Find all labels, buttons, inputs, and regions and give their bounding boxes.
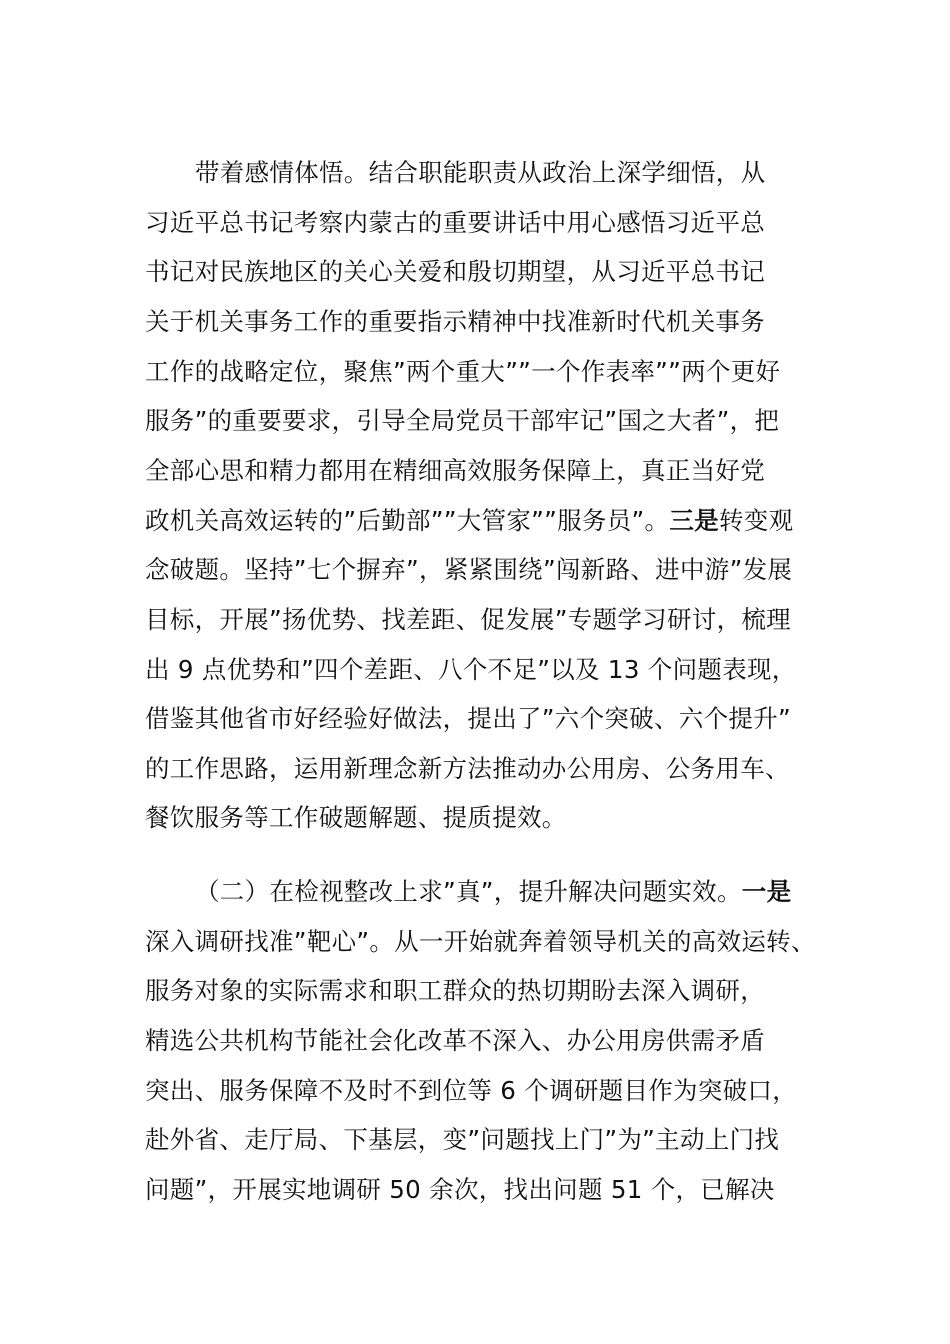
text-line: 带着感情体悟。结合职能职责从政治上深学细悟，从 — [195, 158, 766, 187]
bold-marker-three: 三是 — [669, 506, 719, 535]
text-segment: 转变观 — [718, 506, 794, 535]
text-line: 服务对象的实际需求和职工群众的热切期盼去深入调研， — [145, 976, 765, 1005]
text-line: 赴外省、走厅局、下基层，变”问题找上门”为”主动上门找 — [145, 1125, 780, 1154]
text-line: 的工作思路，运用新理念新方法推动办公用房、公务用车、 — [145, 754, 790, 783]
text-line: 精选公共机构节能社会化改革不深入、办公用房供需矛盾 — [145, 1026, 765, 1055]
text-line: 问题”，开展实地调研 50 余次，找出问题 51 个，已解决 — [145, 1175, 775, 1204]
text-line: 出 9 点优势和”四个差距、八个不足”以及 13 个问题表现， — [145, 655, 797, 684]
text-line: 书记对民族地区的关心关爱和殷切期望，从习近平总书记 — [145, 257, 765, 286]
text-line: 服务”的重要要求，引导全局党员干部牢记”国之大者”，把 — [145, 406, 780, 435]
bold-marker-one: 一是 — [741, 877, 792, 906]
text-segment: 政机关高效运转的”后勤部””大管家””服务员”。 — [145, 506, 670, 535]
text-line: 关于机关事务工作的重要指示精神中找准新时代机关事务 — [145, 307, 765, 336]
text-line: 念破题。坚持”七个摒弃”，紧紧围绕”闯新路、进中游”发展 — [145, 555, 793, 584]
text-line: 目标，开展”扬优势、找差距、促发展”专题学习研讨，梳理 — [145, 605, 791, 634]
text-line: 突出、服务保障不及时不到位等 6 个调研题目作为突破口， — [145, 1076, 798, 1105]
text-line: 全部心思和精力都用在精细高效服务保障上，真正当好党 — [145, 456, 765, 485]
text-line: 餐饮服务等工作破题解题、提质提效。 — [145, 803, 567, 832]
text-line: 工作的战略定位，聚焦”两个重大””一个作表率””两个更好 — [145, 357, 781, 386]
section-heading: （二）在检视整改上求”真”，提升解决问题实效。 — [195, 877, 742, 906]
text-line: 习近平总书记考察内蒙古的重要讲话中用心感悟习近平总 — [145, 208, 765, 237]
text-line: 深入调研找准”靶心”。从一开始就奔着领导机关的高效运转、 — [145, 927, 816, 956]
text-line: 借鉴其他省市好经验好做法，提出了”六个突破、六个提升” — [145, 704, 791, 733]
text-line — [145, 506, 793, 536]
section-heading-line — [195, 877, 791, 907]
